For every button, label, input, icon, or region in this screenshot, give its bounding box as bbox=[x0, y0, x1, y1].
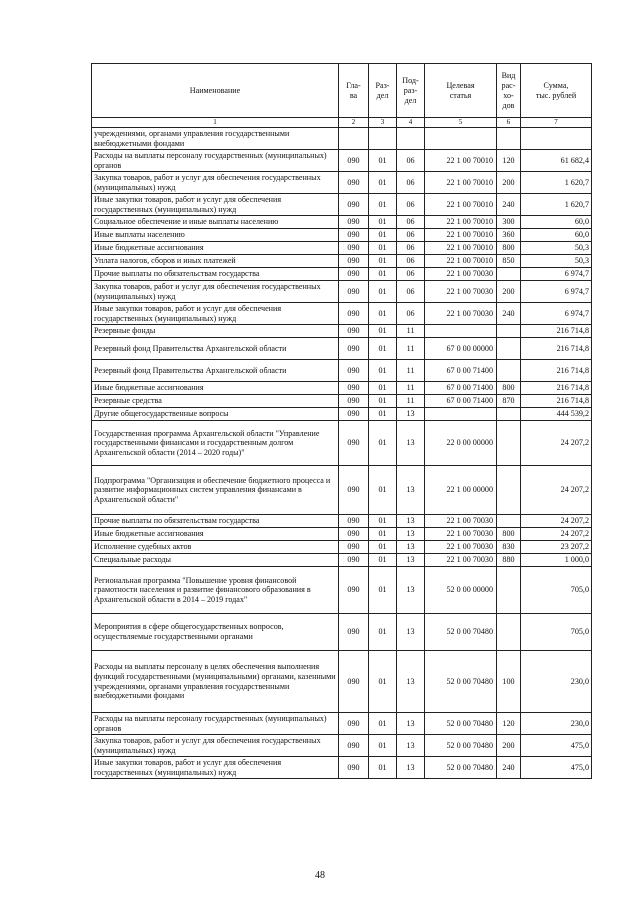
cell-subsection: 06 bbox=[397, 303, 425, 325]
cell-expense-type bbox=[497, 268, 521, 281]
table-row bbox=[92, 528, 592, 541]
cell-section: 01 bbox=[369, 554, 397, 567]
header-expense-type: Вид рас- хо- дов bbox=[497, 64, 521, 118]
table-row bbox=[92, 325, 592, 338]
cell-sum: 6 974,7 bbox=[521, 268, 592, 281]
cell-subsection: 06 bbox=[397, 172, 425, 194]
cell-name: Подпрограмма "Организация и обеспечение бюджетного процесса и развитие информационных систем управления финансами в Архангельской области" bbox=[92, 466, 339, 515]
table-row bbox=[92, 614, 592, 651]
cell-sum: 24 207,2 bbox=[521, 515, 592, 528]
cell-name: Иные закупки товаров, работ и услуг для обеспечения государственных (муниципальных) нужд bbox=[92, 194, 339, 216]
table-row bbox=[92, 229, 592, 242]
cell-sum: 1 620,7 bbox=[521, 172, 592, 194]
cell-name: Закупка товаров, работ и услуг для обеспечения государственных (муниципальных) нужд bbox=[92, 281, 339, 303]
cell-sum: 216 714,8 bbox=[521, 360, 592, 382]
cell-chapter: 090 bbox=[339, 216, 369, 229]
cell-target-article bbox=[425, 325, 497, 338]
cell-sum: 50,3 bbox=[521, 242, 592, 255]
cell-subsection: 13 bbox=[397, 651, 425, 713]
table-row bbox=[92, 408, 592, 421]
cell-name: Специальные расходы bbox=[92, 554, 339, 567]
cell-chapter: 090 bbox=[339, 194, 369, 216]
cell-chapter: 090 bbox=[339, 338, 369, 360]
cell-subsection: 13 bbox=[397, 541, 425, 554]
header-subsection: Под- раз- дел bbox=[397, 64, 425, 118]
cell-sum: 475,0 bbox=[521, 735, 592, 757]
cell-chapter: 090 bbox=[339, 528, 369, 541]
cell-target-article: 22 1 00 70010 bbox=[425, 150, 497, 172]
table-row bbox=[92, 515, 592, 528]
cell-target-article: 52 0 00 70480 bbox=[425, 614, 497, 651]
cell-chapter: 090 bbox=[339, 268, 369, 281]
table-row bbox=[92, 757, 592, 779]
table-row bbox=[92, 382, 592, 395]
column-number: 1 bbox=[92, 118, 339, 128]
cell-name: Резервный фонд Правительства Архангельской области bbox=[92, 338, 339, 360]
cell-target-article: 52 0 00 70480 bbox=[425, 735, 497, 757]
budget-table bbox=[91, 63, 592, 779]
cell-sum: 24 207,2 bbox=[521, 466, 592, 515]
cell-subsection: 13 bbox=[397, 713, 425, 735]
cell-name: Резервные фонды bbox=[92, 325, 339, 338]
column-number: 6 bbox=[497, 118, 521, 128]
header-name: Наименование bbox=[92, 64, 339, 118]
cell-chapter: 090 bbox=[339, 421, 369, 466]
cell-expense-type bbox=[497, 614, 521, 651]
cell-sum: 24 207,2 bbox=[521, 421, 592, 466]
cell-expense-type: 360 bbox=[497, 229, 521, 242]
cell-chapter: 090 bbox=[339, 651, 369, 713]
cell-expense-type: 830 bbox=[497, 541, 521, 554]
table-row bbox=[92, 281, 592, 303]
cell-sum: 50,3 bbox=[521, 255, 592, 268]
table-row bbox=[92, 395, 592, 408]
cell-subsection: 11 bbox=[397, 382, 425, 395]
table-row bbox=[92, 735, 592, 757]
table-row bbox=[92, 268, 592, 281]
header-sum: Сумма, тыс. рублей bbox=[521, 64, 592, 118]
cell-name: Уплата налогов, сборов и иных платежей bbox=[92, 255, 339, 268]
cell-name: Закупка товаров, работ и услуг для обеспечения государственных (муниципальных) нужд bbox=[92, 735, 339, 757]
cell-chapter: 090 bbox=[339, 408, 369, 421]
cell-section: 01 bbox=[369, 651, 397, 713]
cell-subsection: 13 bbox=[397, 421, 425, 466]
cell-target-article: 22 1 00 70030 bbox=[425, 541, 497, 554]
table-row bbox=[92, 567, 592, 614]
cell-target-article: 22 1 00 00000 bbox=[425, 466, 497, 515]
cell-target-article: 22 1 00 70030 bbox=[425, 268, 497, 281]
cell-section: 01 bbox=[369, 528, 397, 541]
column-number-row bbox=[92, 118, 592, 128]
cell-chapter: 090 bbox=[339, 541, 369, 554]
cell-subsection: 11 bbox=[397, 360, 425, 382]
cell-target-article: 52 0 00 70480 bbox=[425, 713, 497, 735]
cell-expense-type: 870 bbox=[497, 395, 521, 408]
cell-name: Резервный фонд Правительства Архангельской области bbox=[92, 360, 339, 382]
cell-sum: 216 714,8 bbox=[521, 325, 592, 338]
table-row bbox=[92, 172, 592, 194]
cell-name: Региональная программа "Повышение уровня финансовой грамотности населения и развитие финансового образования в Архангельской области в 2014 – 2019 годах" bbox=[92, 567, 339, 614]
cell-target-article bbox=[425, 128, 497, 150]
cell-subsection: 06 bbox=[397, 255, 425, 268]
cell-section: 01 bbox=[369, 255, 397, 268]
table-row bbox=[92, 541, 592, 554]
cell-sum: 60,0 bbox=[521, 229, 592, 242]
cell-chapter: 090 bbox=[339, 554, 369, 567]
cell-section: 01 bbox=[369, 466, 397, 515]
cell-target-article: 52 0 00 70480 bbox=[425, 757, 497, 779]
cell-chapter: 090 bbox=[339, 325, 369, 338]
cell-sum: 705,0 bbox=[521, 614, 592, 651]
cell-section: 01 bbox=[369, 242, 397, 255]
cell-section: 01 bbox=[369, 150, 397, 172]
cell-sum: 230,0 bbox=[521, 651, 592, 713]
cell-section: 01 bbox=[369, 515, 397, 528]
cell-expense-type: 200 bbox=[497, 172, 521, 194]
cell-target-article: 67 0 00 71400 bbox=[425, 395, 497, 408]
cell-chapter bbox=[339, 128, 369, 150]
cell-sum: 24 207,2 bbox=[521, 528, 592, 541]
cell-subsection: 06 bbox=[397, 194, 425, 216]
cell-section: 01 bbox=[369, 408, 397, 421]
cell-chapter: 090 bbox=[339, 172, 369, 194]
cell-sum: 216 714,8 bbox=[521, 395, 592, 408]
cell-section: 01 bbox=[369, 421, 397, 466]
cell-sum: 216 714,8 bbox=[521, 338, 592, 360]
cell-subsection: 13 bbox=[397, 408, 425, 421]
cell-sum: 444 539,2 bbox=[521, 408, 592, 421]
cell-section: 01 bbox=[369, 735, 397, 757]
cell-subsection: 11 bbox=[397, 325, 425, 338]
cell-expense-type bbox=[497, 567, 521, 614]
cell-subsection: 11 bbox=[397, 338, 425, 360]
cell-expense-type: 120 bbox=[497, 713, 521, 735]
cell-target-article: 22 1 00 70030 bbox=[425, 515, 497, 528]
cell-sum: 6 974,7 bbox=[521, 281, 592, 303]
cell-subsection: 13 bbox=[397, 466, 425, 515]
cell-section: 01 bbox=[369, 216, 397, 229]
cell-expense-type: 100 bbox=[497, 651, 521, 713]
column-number: 4 bbox=[397, 118, 425, 128]
cell-chapter: 090 bbox=[339, 735, 369, 757]
cell-expense-type: 850 bbox=[497, 255, 521, 268]
cell-chapter: 090 bbox=[339, 303, 369, 325]
column-number: 2 bbox=[339, 118, 369, 128]
table-row bbox=[92, 303, 592, 325]
table-row bbox=[92, 255, 592, 268]
cell-name: Прочие выплаты по обязательствам государства bbox=[92, 515, 339, 528]
cell-target-article: 22 1 00 70030 bbox=[425, 281, 497, 303]
cell-target-article: 22 1 00 70030 bbox=[425, 528, 497, 541]
cell-sum: 61 682,4 bbox=[521, 150, 592, 172]
table-row bbox=[92, 194, 592, 216]
table-row bbox=[92, 338, 592, 360]
header-target-article: Целевая статья bbox=[425, 64, 497, 118]
cell-subsection: 13 bbox=[397, 614, 425, 651]
column-number: 5 bbox=[425, 118, 497, 128]
cell-chapter: 090 bbox=[339, 713, 369, 735]
cell-section: 01 bbox=[369, 325, 397, 338]
table-row bbox=[92, 150, 592, 172]
cell-section: 01 bbox=[369, 281, 397, 303]
cell-name: Другие общегосударственные вопросы bbox=[92, 408, 339, 421]
cell-name: Исполнение судебных актов bbox=[92, 541, 339, 554]
cell-subsection: 06 bbox=[397, 216, 425, 229]
page-number: 48 bbox=[315, 870, 325, 881]
column-number: 7 bbox=[521, 118, 592, 128]
cell-target-article: 52 0 00 00000 bbox=[425, 567, 497, 614]
cell-expense-type bbox=[497, 408, 521, 421]
cell-name: Иные бюджетные ассигнования bbox=[92, 242, 339, 255]
cell-expense-type bbox=[497, 421, 521, 466]
cell-section: 01 bbox=[369, 360, 397, 382]
cell-target-article: 22 1 00 70010 bbox=[425, 216, 497, 229]
cell-expense-type: 240 bbox=[497, 757, 521, 779]
cell-chapter: 090 bbox=[339, 229, 369, 242]
cell-target-article: 22 0 00 00000 bbox=[425, 421, 497, 466]
cell-section: 01 bbox=[369, 268, 397, 281]
cell-subsection bbox=[397, 128, 425, 150]
cell-chapter: 090 bbox=[339, 242, 369, 255]
cell-sum: 705,0 bbox=[521, 567, 592, 614]
cell-target-article: 67 0 00 71400 bbox=[425, 382, 497, 395]
cell-target-article: 67 0 00 00000 bbox=[425, 338, 497, 360]
cell-subsection: 06 bbox=[397, 150, 425, 172]
cell-expense-type: 800 bbox=[497, 528, 521, 541]
cell-subsection: 06 bbox=[397, 281, 425, 303]
column-number: 3 bbox=[369, 118, 397, 128]
cell-target-article: 22 1 00 70010 bbox=[425, 229, 497, 242]
cell-expense-type bbox=[497, 360, 521, 382]
cell-target-article: 22 1 00 70030 bbox=[425, 554, 497, 567]
cell-name: Государственная программа Архангельской области "Управление государственными финансами и государственным долгом Архангельской области (2014 – 2020 годы)" bbox=[92, 421, 339, 466]
cell-name: Расходы на выплаты персоналу государственных (муниципальных) органов bbox=[92, 150, 339, 172]
cell-subsection: 13 bbox=[397, 735, 425, 757]
cell-chapter: 090 bbox=[339, 255, 369, 268]
cell-target-article: 22 1 00 70010 bbox=[425, 194, 497, 216]
cell-sum: 1 000,0 bbox=[521, 554, 592, 567]
cell-sum: 216 714,8 bbox=[521, 382, 592, 395]
cell-expense-type bbox=[497, 466, 521, 515]
cell-expense-type bbox=[497, 325, 521, 338]
cell-expense-type: 800 bbox=[497, 242, 521, 255]
cell-chapter: 090 bbox=[339, 757, 369, 779]
cell-section: 01 bbox=[369, 567, 397, 614]
cell-expense-type bbox=[497, 338, 521, 360]
cell-sum: 230,0 bbox=[521, 713, 592, 735]
table-row bbox=[92, 421, 592, 466]
table-body bbox=[92, 128, 592, 779]
cell-section bbox=[369, 128, 397, 150]
cell-sum bbox=[521, 128, 592, 150]
cell-name: Резервные средства bbox=[92, 395, 339, 408]
cell-subsection: 11 bbox=[397, 395, 425, 408]
cell-expense-type: 200 bbox=[497, 735, 521, 757]
cell-target-article: 22 1 00 70010 bbox=[425, 172, 497, 194]
cell-name: учреждениями, органами управления государственными внебюджетными фондами bbox=[92, 128, 339, 150]
header-chapter: Гла- ва bbox=[339, 64, 369, 118]
cell-expense-type bbox=[497, 515, 521, 528]
cell-expense-type: 120 bbox=[497, 150, 521, 172]
cell-target-article: 22 1 00 70030 bbox=[425, 303, 497, 325]
cell-name: Закупка товаров, работ и услуг для обеспечения государственных (муниципальных) нужд bbox=[92, 172, 339, 194]
cell-target-article: 67 0 00 71400 bbox=[425, 360, 497, 382]
table-row bbox=[92, 713, 592, 735]
cell-name: Социальное обеспечение и иные выплаты населению bbox=[92, 216, 339, 229]
cell-target-article: 22 1 00 70010 bbox=[425, 255, 497, 268]
cell-expense-type: 240 bbox=[497, 194, 521, 216]
cell-section: 01 bbox=[369, 382, 397, 395]
cell-subsection: 06 bbox=[397, 268, 425, 281]
cell-name: Расходы на выплаты персоналу в целях обеспечения выполнения функций государственными (муниципальными) органами, казенными учреждениями, органами управления государственными внебюджетными фондами bbox=[92, 651, 339, 713]
cell-section: 01 bbox=[369, 614, 397, 651]
cell-chapter: 090 bbox=[339, 466, 369, 515]
cell-subsection: 13 bbox=[397, 567, 425, 614]
cell-name: Прочие выплаты по обязательствам государства bbox=[92, 268, 339, 281]
cell-name: Иные бюджетные ассигнования bbox=[92, 528, 339, 541]
cell-sum: 23 207,2 bbox=[521, 541, 592, 554]
cell-chapter: 090 bbox=[339, 150, 369, 172]
cell-target-article bbox=[425, 408, 497, 421]
cell-chapter: 090 bbox=[339, 395, 369, 408]
cell-chapter: 090 bbox=[339, 515, 369, 528]
cell-subsection: 13 bbox=[397, 515, 425, 528]
cell-name: Расходы на выплаты персоналу государственных (муниципальных) органов bbox=[92, 713, 339, 735]
cell-sum: 60,0 bbox=[521, 216, 592, 229]
cell-name: Иные выплаты населению bbox=[92, 229, 339, 242]
cell-subsection: 13 bbox=[397, 554, 425, 567]
cell-chapter: 090 bbox=[339, 614, 369, 651]
cell-expense-type bbox=[497, 128, 521, 150]
cell-target-article: 52 0 00 70480 bbox=[425, 651, 497, 713]
cell-expense-type: 300 bbox=[497, 216, 521, 229]
header-row bbox=[92, 64, 592, 118]
cell-subsection: 06 bbox=[397, 229, 425, 242]
cell-section: 01 bbox=[369, 303, 397, 325]
cell-sum: 6 974,7 bbox=[521, 303, 592, 325]
cell-section: 01 bbox=[369, 757, 397, 779]
cell-name: Иные закупки товаров, работ и услуг для обеспечения государственных (муниципальных) нужд bbox=[92, 757, 339, 779]
cell-expense-type: 240 bbox=[497, 303, 521, 325]
table-row bbox=[92, 242, 592, 255]
table-row bbox=[92, 216, 592, 229]
cell-chapter: 090 bbox=[339, 382, 369, 395]
cell-section: 01 bbox=[369, 541, 397, 554]
cell-subsection: 13 bbox=[397, 528, 425, 541]
cell-subsection: 06 bbox=[397, 242, 425, 255]
cell-section: 01 bbox=[369, 172, 397, 194]
header-section: Раз- дел bbox=[369, 64, 397, 118]
cell-chapter: 090 bbox=[339, 567, 369, 614]
cell-name: Мероприятия в сфере общегосударственных вопросов, осуществляемые государственными органами bbox=[92, 614, 339, 651]
cell-name: Иные закупки товаров, работ и услуг для обеспечения государственных (муниципальных) нужд bbox=[92, 303, 339, 325]
cell-subsection: 13 bbox=[397, 757, 425, 779]
cell-expense-type: 200 bbox=[497, 281, 521, 303]
cell-sum: 475,0 bbox=[521, 757, 592, 779]
table-row bbox=[92, 360, 592, 382]
cell-target-article: 22 1 00 70010 bbox=[425, 242, 497, 255]
table-row bbox=[92, 466, 592, 515]
cell-sum: 1 620,7 bbox=[521, 194, 592, 216]
cell-section: 01 bbox=[369, 338, 397, 360]
cell-chapter: 090 bbox=[339, 360, 369, 382]
table-row bbox=[92, 128, 592, 150]
cell-section: 01 bbox=[369, 395, 397, 408]
cell-chapter: 090 bbox=[339, 281, 369, 303]
cell-expense-type: 880 bbox=[497, 554, 521, 567]
cell-name: Иные бюджетные ассигнования bbox=[92, 382, 339, 395]
cell-section: 01 bbox=[369, 713, 397, 735]
cell-expense-type: 800 bbox=[497, 382, 521, 395]
table-row bbox=[92, 554, 592, 567]
cell-section: 01 bbox=[369, 229, 397, 242]
cell-section: 01 bbox=[369, 194, 397, 216]
table-row bbox=[92, 651, 592, 713]
